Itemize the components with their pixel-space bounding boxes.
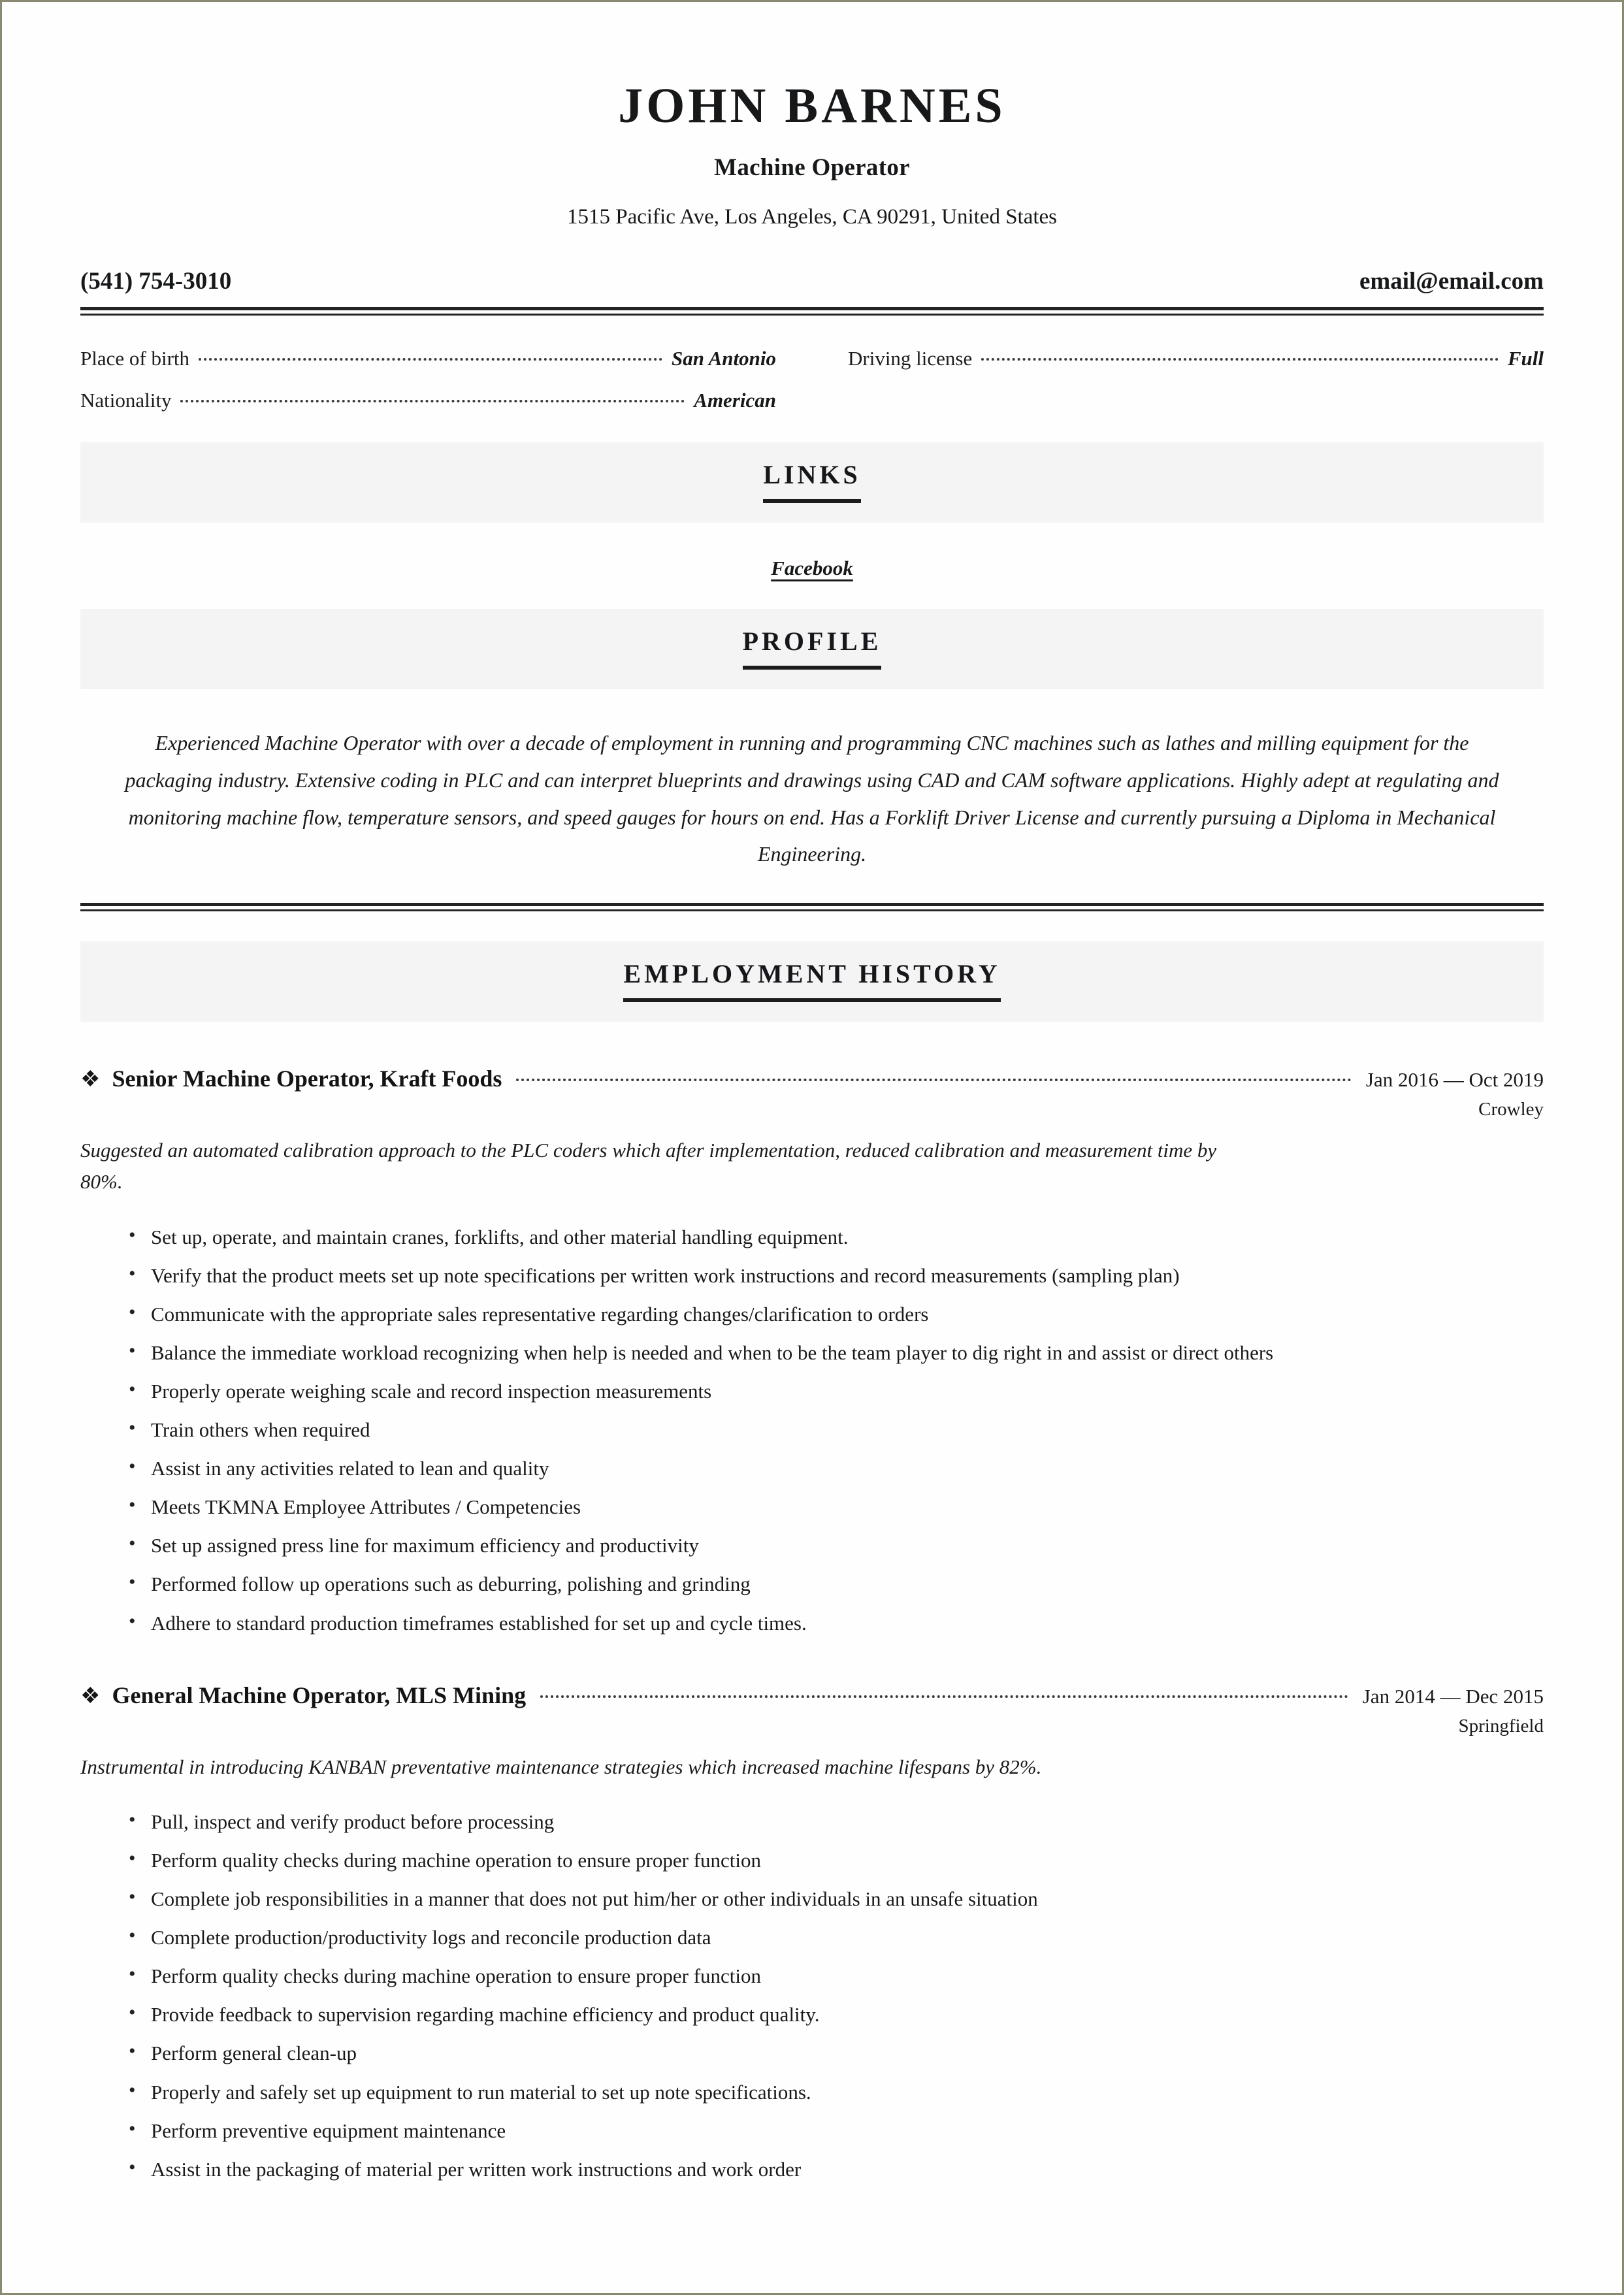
employment-summary: Suggested an automated calibration approach to the PLC coders which after implementation, reduced calibration and measurement time by 80%. — [80, 1139, 1217, 1194]
resume-sheet — [2, 2, 1622, 2293]
floral-bullet-icon: ❖ — [80, 1684, 101, 1708]
employment-entry-head — [80, 1065, 1544, 1092]
list-item: • Pull, inspect and verify product before processing — [129, 1806, 1320, 1837]
list-item: • Complete job responsibilities in a manner that does not put him/her or other individuals in an unsafe situation — [129, 1883, 1320, 1914]
list-item: • Meets TKMNA Employee Attributes / Competencies — [129, 1491, 1320, 1522]
list-item: • Perform general clean-up — [129, 2038, 1320, 2068]
list-item: • Properly operate weighing scale and record inspection measurements — [129, 1376, 1320, 1407]
employment-title: Senior Machine Operator, Kraft Foods — [112, 1066, 502, 1092]
phone-number[interactable]: (541) 754-3010 — [80, 267, 232, 295]
detail-value: American — [694, 388, 776, 412]
employment-city: Crowley — [1478, 1099, 1544, 1120]
detail-label: Nationality — [80, 388, 172, 412]
detail-nationality — [80, 389, 776, 412]
list-item: • Properly and safely set up equipment to run material to set up note specifications. — [129, 2077, 1320, 2108]
employment-entry-head — [80, 1682, 1544, 1709]
detail-place-of-birth — [80, 347, 776, 370]
links-list — [80, 523, 1544, 589]
list-item: • Assist in the packaging of material per written work instructions and work order — [129, 2154, 1320, 2185]
list-item: • Perform quality checks during machine operation to ensure proper function — [129, 1845, 1320, 1876]
profile-summary: Experienced Machine Operator with over a decade of employment in running and programming CNC machines such as lathes and milling equipment for the packaging industry. Extensive coding in PLC and can interpret blueprints and drawings using CAD and CAM software applications. Highly adept at regulating and monitoring machine flow, temperature sensors, and speed gauges for hours on end. Has a Forklift Driver License and currently pursuing a Diploma in Mechanical Engineering. — [125, 730, 1499, 866]
employment-entry — [80, 1065, 1544, 1638]
contact-row — [80, 267, 1544, 295]
detail-label: Place of birth — [80, 346, 190, 370]
employment-responsibilities — [80, 1806, 1544, 2185]
header-divider — [80, 307, 1544, 316]
detail-value: San Antonio — [672, 346, 776, 370]
email-address[interactable]: email@email.com — [1359, 267, 1544, 295]
header-address: 1515 Pacific Ave, Los Angeles, CA 90291, United States — [566, 204, 1058, 229]
list-item: • Complete production/productivity logs and reconcile production data — [129, 1922, 1320, 1953]
detail-label: Driving license — [848, 346, 973, 370]
list-item: • Communicate with the appropriate sales representative regarding changes/clarification to orders — [129, 1299, 1320, 1329]
list-item: • Performed follow up operations such as deburring, polishing and grinding — [129, 1569, 1320, 1599]
section-header-links — [80, 442, 1544, 523]
section-title: PROFILE — [743, 626, 882, 670]
page-title: JOHN BARNES — [618, 78, 1006, 133]
employment-city: Springfield — [1458, 1715, 1544, 1736]
list-item: • Set up assigned press line for maximum efficiency and productivity — [129, 1530, 1320, 1561]
dotted-leader — [199, 358, 662, 361]
link-facebook[interactable]: Facebook — [771, 556, 853, 579]
employment-dates: Jan 2016 — Oct 2019 — [1365, 1068, 1544, 1092]
dotted-leader — [540, 1695, 1348, 1698]
personal-details — [80, 347, 1544, 412]
profile-divider — [80, 903, 1544, 911]
list-item: • Balance the immediate workload recognizing when help is needed and when to be the team player to dig right in and assist or direct others — [129, 1337, 1320, 1368]
dotted-leader — [981, 358, 1499, 361]
detail-driving-license — [848, 347, 1544, 370]
floral-bullet-icon: ❖ — [80, 1067, 101, 1092]
section-title: EMPLOYMENT HISTORY — [623, 958, 1000, 1002]
section-title: LINKS — [763, 459, 861, 503]
list-item: • Assist in any activities related to lean and quality — [129, 1453, 1320, 1484]
list-item: • Perform quality checks during machine operation to ensure proper function — [129, 1961, 1320, 1991]
section-header-profile — [80, 609, 1544, 689]
detail-value: Full — [1507, 346, 1544, 370]
dotted-leader — [516, 1079, 1351, 1081]
employment-dates: Jan 2014 — Dec 2015 — [1362, 1684, 1544, 1708]
list-item: • Train others when required — [129, 1414, 1320, 1445]
section-header-employment — [80, 941, 1544, 1022]
employment-entry — [80, 1682, 1544, 2185]
employment-summary: Instrumental in introducing KANBAN preventative maintenance strategies which increased machine lifespans by 82%. — [80, 1755, 1042, 1778]
list-item: • Adhere to standard production timeframes established for set up and cycle times. — [129, 1608, 1320, 1638]
dotted-leader — [180, 400, 685, 402]
header-job-title: Machine Operator — [714, 154, 910, 181]
resume-header — [80, 79, 1544, 316]
list-item: • Provide feedback to supervision regarding machine efficiency and product quality. — [129, 1999, 1320, 2030]
list-item: • Set up, operate, and maintain cranes, forklifts, and other material handling equipment. — [129, 1222, 1320, 1252]
employment-responsibilities — [80, 1222, 1544, 1638]
list-item: • Verify that the product meets set up note specifications per written work instructions and record measurements (sampling plan) — [129, 1260, 1320, 1291]
list-item: • Perform preventive equipment maintenance — [129, 2115, 1320, 2146]
employment-title: General Machine Operator, MLS Mining — [112, 1682, 527, 1708]
